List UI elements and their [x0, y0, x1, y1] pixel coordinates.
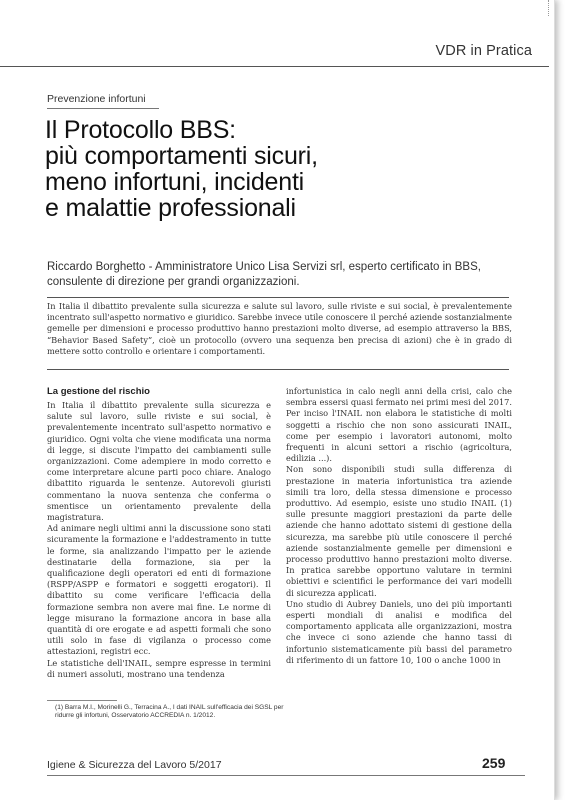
page-corner-mark	[548, 0, 550, 16]
abstract: In Italia il dibattito prevalente sulla sicurezza e salute sul lavoro, sulle riviste e sui social, è prevalentemente incentrato sull'aspetto normativo e giuridico. Sarebbe invece utile conoscere il perché aziende sostanzialmente gemelle per dimensioni e processo produttivo hanno prestazioni molto diverse, ad esempio attraverso la BBS, “Behavior Based Safety”, cioè un protocollo (ovvero una sequenza ben precisa di azioni) che è in grado di mettere sotto controllo e orientare i comportamenti.	[47, 301, 512, 356]
title-line: e malattie professionali	[45, 194, 296, 222]
abstract-top-rule	[47, 297, 509, 298]
header-rule	[0, 66, 549, 67]
paragraph: Ad animare negli ultimi anni la discussione sono stati sicuramente la formazione e l'addestramento in tutte le forme, sia analizzando l'impatto per le aziende destinatarie della formazione, sia per la qualificazione degli operatori ed enti di formazione (RSPP/ASPP e formatori e soggetti erogatori). Il dibattito su come verificare l'efficacia della formazione sembra non avere mai fine. Le norme di legge misurano la formazione ancora in base alla quantità di ore erogate e ad aspetti formali che sono utili solo in fase di vigilanza o processo come attestazioni, registri ecc.	[47, 523, 271, 657]
footnote-rule	[47, 700, 117, 701]
right-column	[286, 386, 512, 666]
section-heading: La gestione del rischio	[47, 386, 150, 397]
footnote: (1) Barra M.I., Morinelli G., Terracina A., I dati INAIL sull'efficacia dei SGSL per ridurre gli infortuni, Osservatorio ACCREDIA n. 1/2012.	[55, 704, 284, 720]
paragraph: Le statistiche dell'INAIL, sempre espresse in termini di numeri assoluti, mostrano una tendenza	[47, 657, 271, 679]
footer-rule	[47, 775, 525, 776]
title-line: più comportamenti sicuri,	[45, 142, 318, 170]
abstract-bottom-rule	[47, 369, 509, 370]
paragraph: Non sono disponibili studi sulla differenza di prestazione in materia infortunistica tra aziende simili tra loro, della stessa dimensione e processo produttivo. Ad esempio, esiste uno studio INAIL (1) sulle presunte maggiori prestazioni da parte delle aziende che hanno adottato sistemi di gestione della sicurezza, ma sarebbe più utile conoscere il perché aziende sostanzialmente gemelle per dimensioni e processo produttivo hanno prestazioni molto diverse. In pratica sarebbe opportuno valutare in termini obiettivi e scientifici le performance dei vari modelli di sicurezza applicati.	[286, 464, 512, 598]
paragraph: infortunistica in calo negli anni della crisi, calo che sembra essersi quasi fermato nei primi mesi del 2017. Per inciso l'INAIL non elabora le statistiche di molti soggetti a rischio che non sono assicurati INAIL, come per esempio i lavoratori autonomi, molto frequenti in alcuni settori a rischio (agricoltura, edilizia ...).	[286, 386, 512, 464]
section-tag: Prevenzione infortuni	[47, 93, 146, 105]
page-number: 259	[482, 755, 506, 771]
article-title	[45, 117, 525, 221]
title-line: Il Protocollo BBS:	[45, 116, 236, 144]
paragraph: Uno studio di Aubrey Daniels, uno dei più importanti esperti mondiali di analisi e modifica del comportamento applicata alle organizzazioni, mostra che invece ci sono aziende che hanno tassi di infortunio sistematicamente più bassi del parametro di riferimento di un fattore 10, 100 o anche 1000 in	[286, 598, 512, 665]
running-header: VDR in Pratica	[435, 43, 532, 59]
journal-citation: Igiene & Sicurezza del Lavoro 5/2017	[47, 759, 222, 771]
title-line: meno infortuni, incidenti	[45, 168, 305, 196]
section-tag-rule	[47, 108, 159, 109]
author-byline: Riccardo Borghetto - Amministratore Unico Lisa Servizi srl, esperto certificato in BBS, consulente di direzione per grandi organizzazioni.	[47, 261, 481, 288]
left-column	[47, 400, 271, 680]
paragraph: In Italia il dibattito prevalente sulla sicurezza e salute sul lavoro, sulle riviste e sui social, è prevalentemente incentrato sull'aspetto normativo e giuridico. Ogni volta che viene modificata una norma di legge, si discute l'impatto dei cambiamenti sulle organizzazioni. Come adempiere in modo corretto e come interpretare alcune parti poco chiare. Analogo dibattito riguarda le sentenze. Autorevoli giuristi commentano la nuova sentenza che conferma o smentisce un orientamento prevalente della magistratura.	[47, 400, 271, 523]
